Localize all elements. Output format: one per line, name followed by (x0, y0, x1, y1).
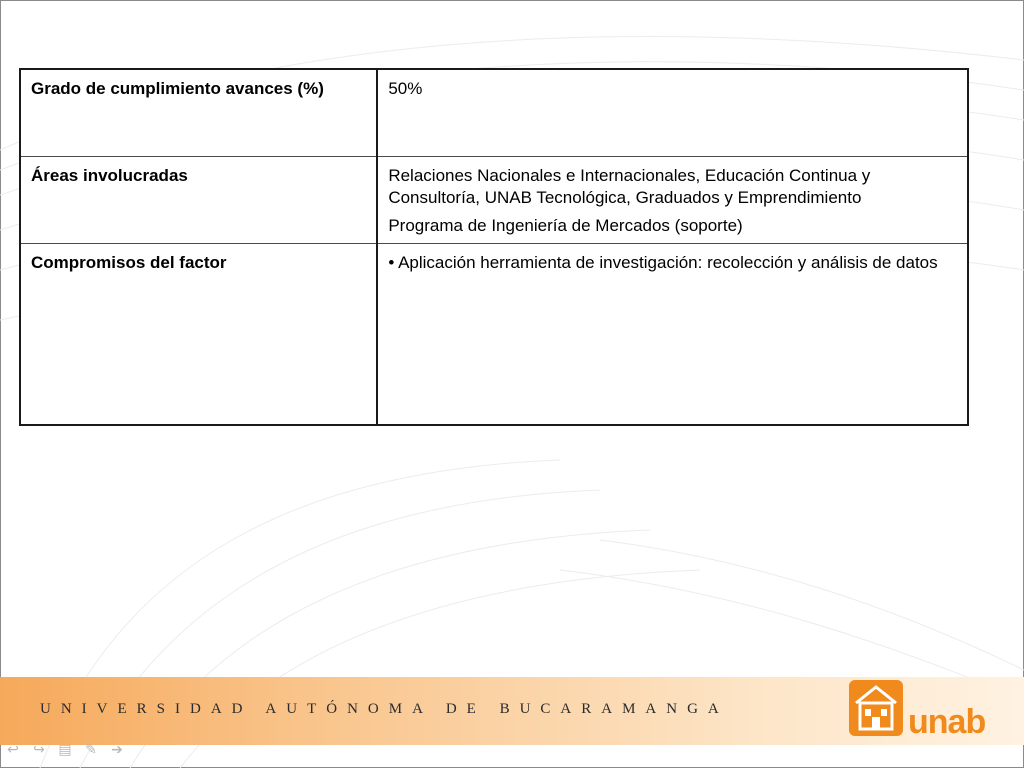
row-value-compromisos (377, 244, 968, 426)
forward-icon[interactable]: ↪ (33, 742, 45, 758)
unab-logo-text: unab (908, 703, 986, 741)
slides-menu-icon[interactable]: ▤ (58, 742, 72, 758)
unab-building-logo-icon (848, 679, 904, 737)
table-row (20, 157, 968, 244)
value-line: • Aplicación herramienta de investigación: recolección y análisis de datos (388, 253, 938, 272)
row-label-grado: Grado de cumplimiento avances (%) (20, 69, 377, 157)
value-line: Relaciones Nacionales e Internacionales, Educación Continua y Consultoría, UNAB Tecnológica, Graduados y Emprendimiento (388, 166, 871, 207)
info-table (19, 68, 969, 426)
row-value-areas (377, 157, 968, 244)
pen-icon[interactable]: ✎ (85, 742, 97, 758)
value-line: Programa de Ingeniería de Mercados (soporte) (388, 216, 743, 235)
table-row (20, 244, 968, 426)
row-value-grado (377, 69, 968, 157)
back-icon[interactable]: ↩ (7, 742, 19, 758)
row-label-compromisos: Compromisos del factor (20, 244, 377, 426)
row-label-areas: Áreas involucradas (20, 157, 377, 244)
next-icon[interactable]: ➔ (111, 742, 123, 758)
university-name: UNIVERSIDAD AUTÓNOMA DE BUCARAMANGA (40, 701, 729, 717)
value-line: 50% (388, 79, 423, 98)
slide-nav-controls (4, 738, 126, 762)
table-row (20, 69, 968, 157)
